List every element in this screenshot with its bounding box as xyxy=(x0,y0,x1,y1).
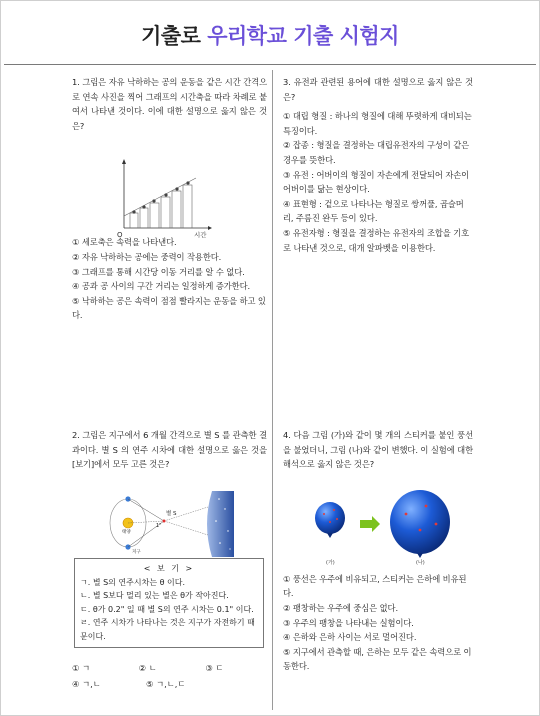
q2-choice-4[interactable]: ④ ㄱ,ㄴ xyxy=(72,679,101,689)
balloon-experiment-figure xyxy=(300,488,460,566)
q4-option-4[interactable]: ④ 은하와 은하 사이는 서로 멀어진다. xyxy=(283,632,417,643)
q1-option-5[interactable]: ⑤ 낙하하는 공은 속력이 점점 빨라지는 운동을 하고 있다. xyxy=(72,295,266,321)
bogi-item-2: ㄴ. 별 S보다 멀리 있는 별은 θ가 작아진다. xyxy=(80,591,229,600)
q1-option-3[interactable]: ③ 그래프를 통해 시간당 이동 거리를 알 수 없다. xyxy=(72,266,245,277)
header-divider xyxy=(4,64,536,65)
q1-option-4[interactable]: ④ 공과 공 사이의 구간 거리는 일정하게 증가한다. xyxy=(72,281,251,292)
question-2-stem: 2. 그림은 지구에서 6 개월 간격으로 별 S 를 관측한 결과이다. 별 S 의 연주 시차에 대한 설명으로 옳은 것을 [보기]에서 모두 고른 것은? xyxy=(72,430,267,470)
question-3 xyxy=(283,75,473,255)
q1-option-1[interactable]: ① 세로축은 속력을 나타낸다. xyxy=(72,237,177,248)
q2-choices xyxy=(72,660,272,692)
sun-label: 태양 xyxy=(122,530,131,535)
question-3-stem: 3. 유전과 관련된 용어에 대한 설명으로 옳지 않은 것은? xyxy=(283,77,473,102)
angle-label: 1" xyxy=(156,523,162,529)
q3-option-3[interactable]: ③ 유전 : 어버이의 형질이 자손에게 전달되어 자손이 어버이를 닮는 현상이다. xyxy=(283,169,470,195)
label-a: (가) xyxy=(326,560,335,566)
falling-ball-graph xyxy=(112,158,212,240)
balloon-large xyxy=(390,490,450,558)
question-2 xyxy=(72,428,267,472)
question-1-stem: 1. 그림은 자유 낙하하는 공의 운동을 같은 시간 간격으로 연속 사진을 찍어 그래프의 시간축을 따라 차례로 붙여서 나타낸 것이다. 이에 대한 설명으로 옳지 않은 것은? xyxy=(72,77,267,131)
star-s-label: 별 S xyxy=(166,511,177,517)
q4-option-2[interactable]: ② 팽창하는 우주에 중심은 없다. xyxy=(283,602,399,613)
graph-origin: O xyxy=(117,231,123,239)
bogi-item-3: ㄷ. θ가 0.2" 일 때 별 S의 연주 시차는 0.1" 이다. xyxy=(80,604,254,614)
graph-xlabel: 시간 xyxy=(194,231,207,239)
bogi-item-4: ㄹ. 연주 시차가 나타나는 것은 지구가 자전하기 때문이다. xyxy=(80,618,255,641)
column-divider xyxy=(272,70,273,710)
bogi-box xyxy=(74,558,264,648)
label-b: (나) xyxy=(416,560,425,566)
balloon-small xyxy=(315,502,345,538)
q2-choice-3[interactable]: ③ ㄷ xyxy=(205,663,224,673)
q3-option-4[interactable]: ④ 표현형 : 겉으로 나타나는 형질로 쌍꺼풀, 곱슬머리, 주름진 완두 등이 있다. xyxy=(283,198,464,224)
q4-option-3[interactable]: ③ 우주의 팽창을 나타내는 실험이다. xyxy=(283,617,414,628)
annual-parallax-diagram xyxy=(104,491,234,557)
title-accent: 우리학교 기출 시험지 xyxy=(207,24,399,48)
title-plain: 기출로 xyxy=(141,24,201,48)
arrow-icon xyxy=(360,516,380,532)
q3-option-5[interactable]: ⑤ 유전자형 : 형질을 결정하는 유전자의 조합을 기호로 나타낸 것으로, 대개 알파벳을 이용한다. xyxy=(283,227,470,253)
bogi-item-1: ㄱ. 별 S의 연주시차는 θ 이다. xyxy=(80,577,186,587)
q2-choice-1[interactable]: ① ㄱ xyxy=(72,663,91,673)
page-title xyxy=(0,20,540,50)
q4-option-1[interactable]: ① 풍선은 우주에 비유되고, 스티커는 은하에 비유된다. xyxy=(283,573,467,599)
q1-option-2[interactable]: ② 자유 낙하하는 공에는 중력이 작용한다. xyxy=(72,251,222,262)
q4-option-5[interactable]: ⑤ 지구에서 관측할 때, 은하는 모두 같은 속력으로 이동한다. xyxy=(283,646,472,672)
earth-label: 지구 xyxy=(132,550,141,555)
bogi-title: < 보 기 > xyxy=(143,564,195,573)
q2-choice-2[interactable]: ② ㄴ xyxy=(138,663,157,673)
q2-choice-5[interactable]: ⑤ ㄱ,ㄴ,ㄷ xyxy=(146,679,186,689)
q3-option-2[interactable]: ② 잡종 : 형질을 결정하는 대립유전자의 구성이 같은 경우를 뜻한다. xyxy=(283,140,470,165)
question-4-stem: 4. 다음 그림 (가)와 같이 몇 개의 스티커를 붙인 풍선을 불었더니, 그림 (나)와 같이 변했다. 이 실험에 대한 해석으로 옳지 않은 것은? xyxy=(283,430,473,470)
q3-option-1[interactable]: ① 대립 형질 : 하나의 형질에 대해 뚜렷하게 대비되는 특징이다. xyxy=(283,111,472,136)
